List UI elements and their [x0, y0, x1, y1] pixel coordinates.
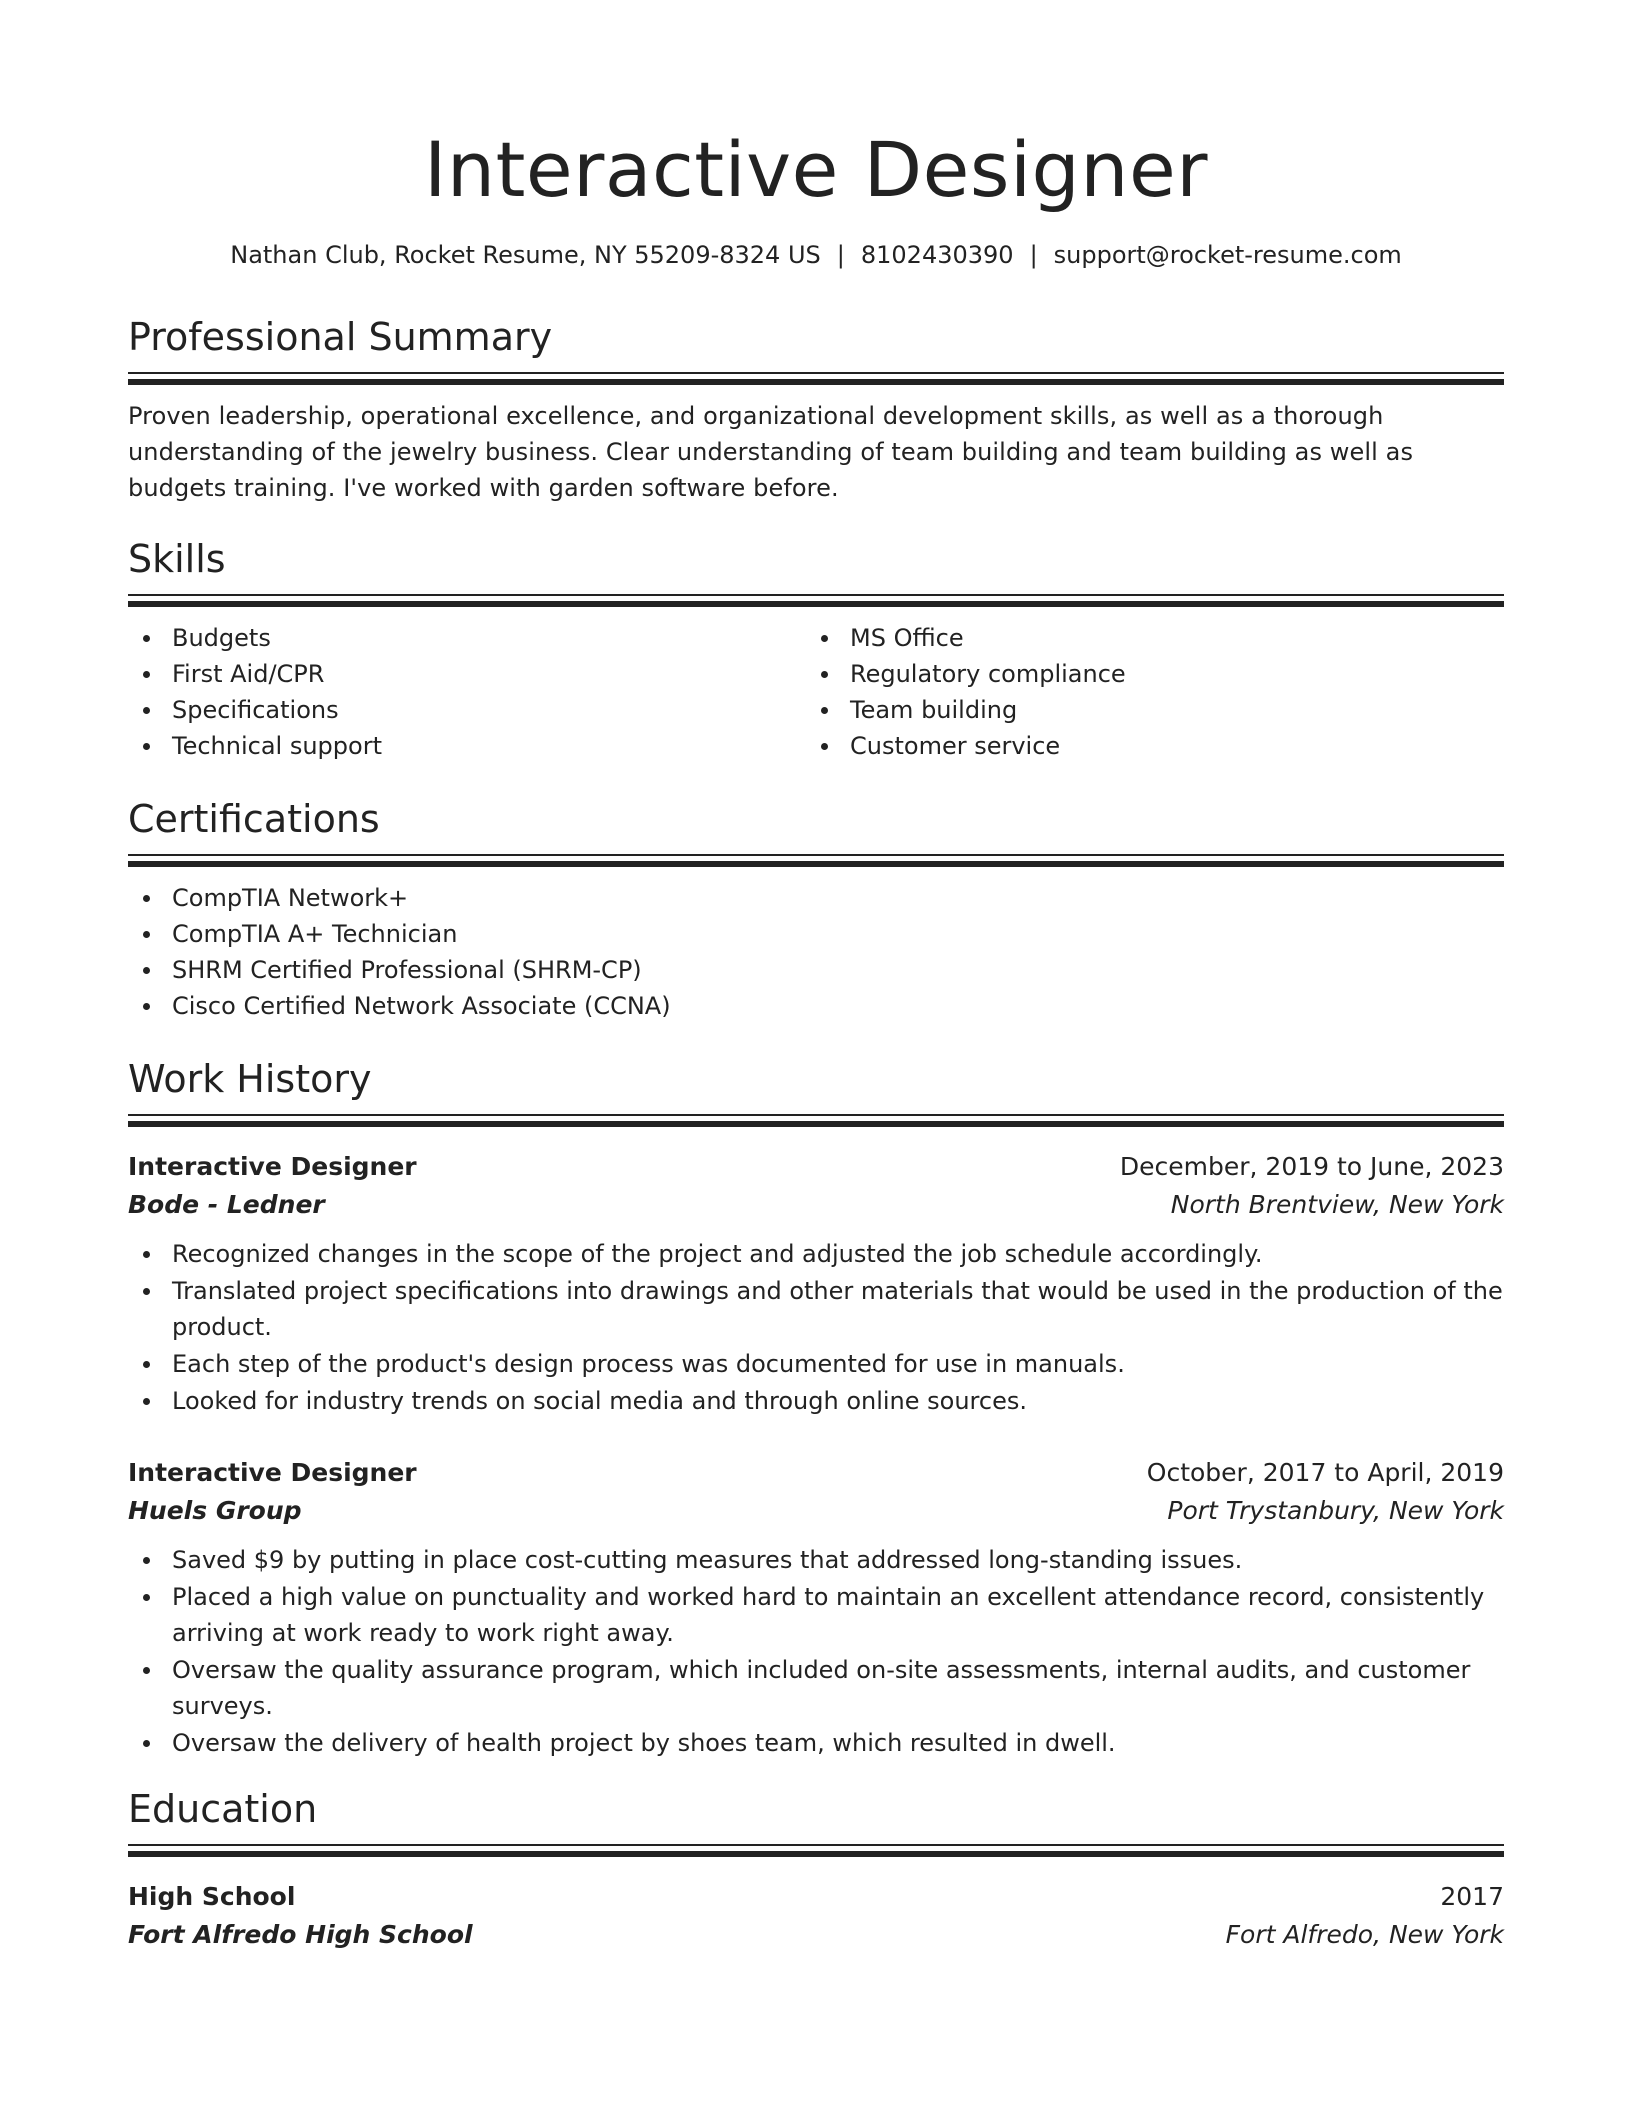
education-heading: Education: [128, 1787, 318, 1831]
job-header: [128, 1148, 1504, 1186]
skill-item: Team building: [806, 692, 1484, 728]
resume-name: Interactive Designer: [424, 125, 1208, 214]
skill-item: Specifications: [128, 692, 806, 728]
contact-address: Nathan Club, Rocket Resume, NY 55209-8324 US: [230, 241, 821, 269]
job-bullet: Oversaw the quality assurance program, which included on-site assessments, internal audits, and customer surveys.: [128, 1652, 1504, 1724]
job-entry: [128, 1454, 1504, 1762]
section-divider: [128, 854, 1504, 868]
job-title: Interactive Designer: [128, 1458, 417, 1487]
certifications-list: [128, 880, 1504, 1024]
job-location: Port Trystanbury, New York: [1167, 1496, 1504, 1525]
job-bullets: [128, 1542, 1504, 1761]
skill-item: Technical support: [128, 728, 806, 764]
job-dates: December, 2019 to June, 2023: [1119, 1152, 1504, 1181]
education-header: [128, 1878, 1504, 1916]
skills-section: [128, 534, 1504, 764]
certifications-heading: Certifications: [128, 797, 380, 841]
work-history-section: [128, 1054, 1504, 1128]
job-bullet: Each step of the product's design process was documented for use in manuals.: [128, 1346, 1504, 1382]
job-subheader: [128, 1186, 1504, 1224]
skill-item: Regulatory compliance: [806, 656, 1484, 692]
skills-list-left: [128, 620, 806, 764]
education-degree: High School: [128, 1882, 296, 1911]
education-year: 2017: [1440, 1882, 1504, 1911]
certification-item: CompTIA Network+: [128, 880, 1504, 916]
skill-item: Customer service: [806, 728, 1484, 764]
skills-heading: Skills: [128, 537, 226, 581]
education-entry: [128, 1878, 1504, 1954]
job-location: North Brentview, New York: [1170, 1190, 1504, 1219]
education-section: [128, 1784, 1504, 1858]
certification-item: SHRM Certified Professional (SHRM-CP): [128, 952, 1504, 988]
section-divider: [128, 1844, 1504, 1858]
job-bullet: Placed a high value on punctuality and worked hard to maintain an excellent attendance record, consistently arriving at work ready to work right away.: [128, 1579, 1504, 1651]
contact-separator: |: [1029, 241, 1038, 269]
skill-item: Budgets: [128, 620, 806, 656]
contact-line: [128, 238, 1504, 272]
job-company: Bode - Ledner: [128, 1190, 325, 1219]
certification-item: CompTIA A+ Technician: [128, 916, 1504, 952]
job-entry: [128, 1148, 1504, 1420]
job-bullet: Oversaw the delivery of health project by shoes team, which resulted in dwell.: [128, 1725, 1504, 1761]
job-bullet: Looked for industry trends on social media and through online sources.: [128, 1383, 1504, 1419]
section-divider: [128, 372, 1504, 386]
education-subheader: [128, 1916, 1504, 1954]
section-divider: [128, 1114, 1504, 1128]
skills-list-right: [806, 620, 1484, 764]
work-history-heading: Work History: [128, 1057, 372, 1101]
summary-text: Proven leadership, operational excellence, and organizational development skills, as well as a thorough understanding of the jewelry business. Clear understanding of team building and team building as well as budgets training. I've worked with garden software before.: [128, 402, 1414, 502]
job-header: [128, 1454, 1504, 1492]
contact-separator: |: [836, 241, 845, 269]
contact-email: support@rocket-resume.com: [1053, 241, 1402, 269]
job-bullet: Recognized changes in the scope of the project and adjusted the job schedule accordingly.: [128, 1236, 1504, 1272]
education-school: Fort Alfredo High School: [128, 1920, 473, 1949]
job-title: Interactive Designer: [128, 1152, 417, 1181]
job-bullet: Saved $9 by putting in place cost-cutting measures that addressed long-standing issues.: [128, 1542, 1504, 1578]
skill-item: First Aid/CPR: [128, 656, 806, 692]
job-company: Huels Group: [128, 1496, 302, 1525]
job-bullet: Translated project specifications into drawings and other materials that would be used in the production of the product.: [128, 1273, 1504, 1345]
job-dates: October, 2017 to April, 2019: [1146, 1458, 1504, 1487]
summary-heading: Professional Summary: [128, 315, 553, 359]
summary-section: [128, 312, 1504, 506]
job-bullets: [128, 1236, 1504, 1419]
certifications-section: [128, 794, 1504, 1024]
skills-columns: [128, 620, 1504, 764]
education-location: Fort Alfredo, New York: [1225, 1920, 1504, 1949]
contact-phone: 8102430390: [860, 241, 1014, 269]
job-subheader: [128, 1492, 1504, 1530]
certification-item: Cisco Certified Network Associate (CCNA): [128, 988, 1504, 1024]
section-divider: [128, 594, 1504, 608]
skill-item: MS Office: [806, 620, 1484, 656]
